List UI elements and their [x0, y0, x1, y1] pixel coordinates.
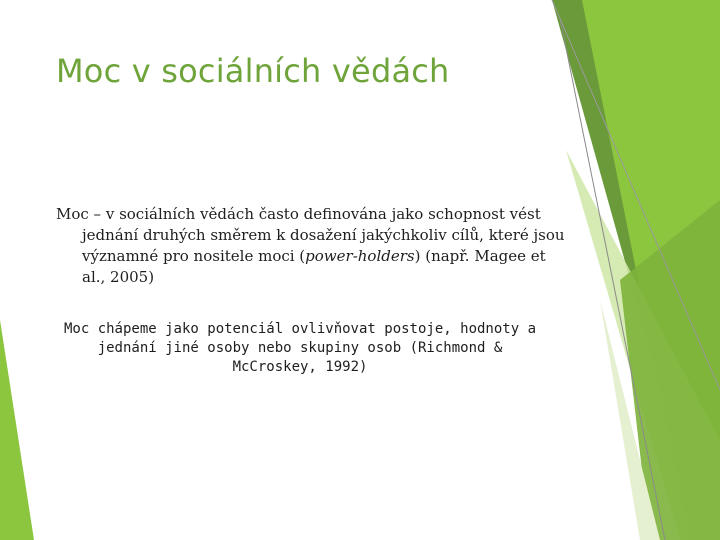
- potential-paragraph: [58, 320, 542, 377]
- definition-paragraph: [56, 204, 565, 288]
- power-holders-term: power-holders: [305, 247, 415, 265]
- potential-line-2: jednání jiné osoby nebo skupiny osob (Richmond &: [97, 340, 503, 356]
- definition-line-3-end: ) (např. Magee et: [414, 247, 546, 265]
- definition-line-3: [56, 246, 546, 267]
- left-green-triangle: [0, 320, 34, 540]
- slide-title: Moc v sociálních vědách: [56, 52, 450, 90]
- potential-line-1: Moc chápeme jako potenciál ovlivňovat postoje, hodnoty a: [63, 321, 536, 337]
- definition-line-4: al., 2005): [82, 268, 155, 286]
- definition-line-2: jednání druhých směrem k dosažení jakýchkoliv cílů, které jsou: [82, 226, 565, 244]
- definition-line-1: Moc – v sociálních vědách často definována jako schopnost vést: [56, 205, 541, 223]
- potential-line-3: McCroskey, 1992): [232, 359, 368, 375]
- definition-line-3-start: významné pro nositele moci (: [82, 247, 306, 265]
